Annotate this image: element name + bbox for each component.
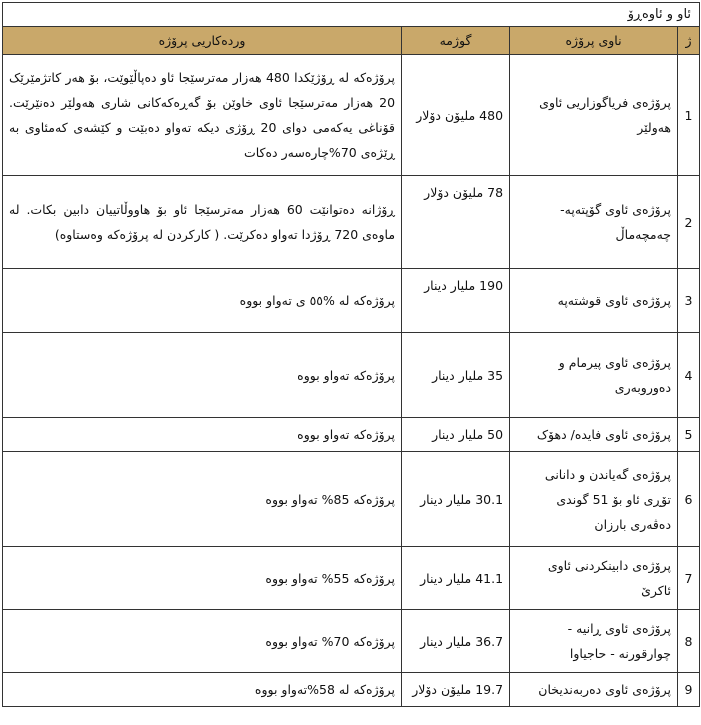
project-name: پرۆژەی ئاوی قوشتەپە: [510, 269, 678, 333]
project-cost: 30.1 ملیار دینار: [402, 452, 510, 547]
project-cost: 78 ملیۆن دۆلار: [402, 176, 510, 269]
table-row: [3, 176, 700, 269]
row-number: 9: [678, 673, 700, 707]
row-number: 4: [678, 333, 700, 418]
header-number: ژ: [678, 27, 700, 55]
table-row: [3, 269, 700, 333]
project-name: پرۆژەی فریاگوزاریی ئاوی هەولێر: [510, 55, 678, 176]
project-name: پرۆژەی ئاوی گۆپتەپە- چەمچەماڵ: [510, 176, 678, 269]
project-cost: 36.7 ملیار دینار: [402, 610, 510, 673]
header-row: [3, 27, 700, 55]
table-row: [3, 55, 700, 176]
row-number: 7: [678, 547, 700, 610]
project-cost: 41.1 ملیار دینار: [402, 547, 510, 610]
table-row: [3, 673, 700, 707]
project-details: پرۆژەکە 55% تەواو بووە: [3, 547, 402, 610]
project-details: پرۆژەکە لە 58%تەواو بووە: [3, 673, 402, 707]
table-row: [3, 610, 700, 673]
project-name: پرۆژەی ئاوی پیرمام و دەوروبەری: [510, 333, 678, 418]
table-row: [3, 418, 700, 452]
row-number: 2: [678, 176, 700, 269]
project-cost: 480 ملیۆن دۆلار: [402, 55, 510, 176]
water-projects-table: [2, 2, 700, 707]
row-number: 1: [678, 55, 700, 176]
project-details: پرۆژەکە تەواو بووە: [3, 333, 402, 418]
table-row: [3, 333, 700, 418]
project-details: پرۆژەکە تەواو بووە: [3, 418, 402, 452]
row-number: 6: [678, 452, 700, 547]
project-name: پرۆژەی ئاوی ڕانیە - چوارقورنە - حاجیاوا: [510, 610, 678, 673]
project-cost: 50 ملیار دینار: [402, 418, 510, 452]
project-details: پرۆژەکە 70% تەواو بووە: [3, 610, 402, 673]
row-number: 5: [678, 418, 700, 452]
project-details: پرۆژەکە لە %٥٥ ی تەواو بووە: [3, 269, 402, 333]
project-name: پرۆژەی ئاوی فایدە/ دهۆک: [510, 418, 678, 452]
project-cost: 35 ملیار دینار: [402, 333, 510, 418]
header-details: وردەکاریی پرۆژە: [3, 27, 402, 55]
table-row: [3, 547, 700, 610]
project-details: پرۆژەکە لە ڕۆژێکدا 480 هەزار مەترسێجا ئاو دەپاڵێوێت، بۆ هەر کاتژمێرێک 20 هەزار مەترسێجا ئاوی خاوێن بۆ گەڕەکەکانی شاری هەولێر دەنێرێت. قۆناغی یەکەمی دوای 20 ڕۆژی دیکە تەواو دەبێت و کێشەی کەمئاوی بە ڕێژەی 70%چارەسەر دەکات: [3, 55, 402, 176]
project-name: پرۆژەی گەیاندن و دانانی تۆڕی ئاو بۆ 51 گوندی دەڤەری بارزان: [510, 452, 678, 547]
project-name: پرۆژەی ئاوی دەربەندیخان: [510, 673, 678, 707]
row-number: 3: [678, 269, 700, 333]
project-details: پرۆژەکە 85% تەواو بووە: [3, 452, 402, 547]
table-title: ئاو و ئاوەڕۆ: [3, 3, 700, 27]
project-name: پرۆژەی دابینکردنی ئاوی ئاکرێ: [510, 547, 678, 610]
project-cost: 19.7 ملیۆن دۆلار: [402, 673, 510, 707]
header-cost: گوژمە: [402, 27, 510, 55]
header-project-name: ناوی پرۆژە: [510, 27, 678, 55]
project-cost: 190 ملیار دینار: [402, 269, 510, 333]
table-title-row: [3, 3, 700, 27]
row-number: 8: [678, 610, 700, 673]
table-row: [3, 452, 700, 547]
project-details: ڕۆژانە دەتوانێت 60 هەزار مەترسێجا ئاو بۆ هاووڵاتییان دابین بکات. لە ماوەی 720 ڕۆژدا تەواو دەکرێت. ( کارکردن لە پرۆژەکە وەستاوە): [3, 176, 402, 269]
